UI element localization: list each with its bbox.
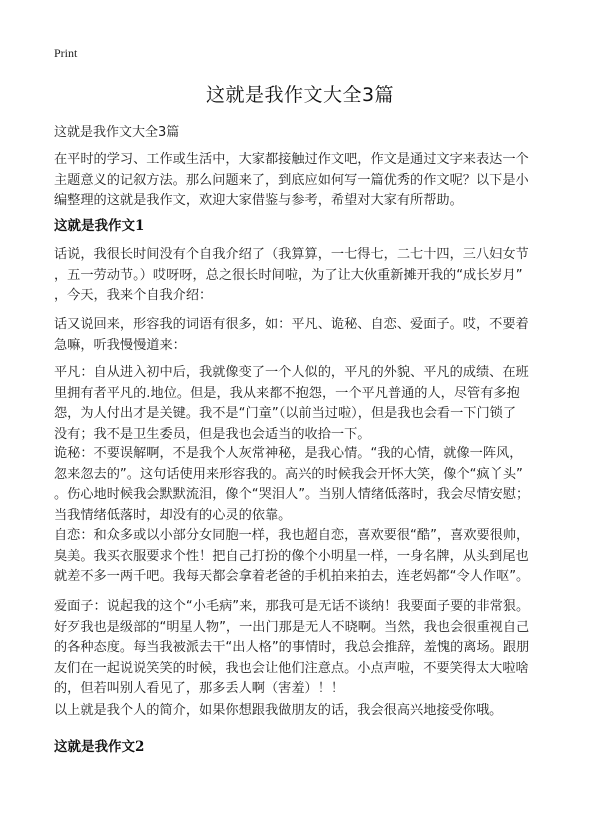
text-line: 话说，我很长时间没有个自我介绍了（我算算，一七得七，二七十四，三八妇女节 <box>54 247 529 262</box>
text-line: 诡秘：不要误解啊，不是我个人灰常神秘，是我心情。“我的心情，就像一阵风， <box>54 446 523 461</box>
text-line: 友们在一起说说笑笑的时候，我也会让他们注意点。小点声啦，不要笑得太大啦啥 <box>54 660 529 676</box>
text-line: 臭美。我买衣服要求个性！把自己打扮的像个小明星一样，一身名牌，从头到尾也 <box>54 548 529 564</box>
paragraph-narcissistic <box>54 526 574 588</box>
text-line: 里拥有者平凡的.地位。但是，我从来都不抱怨，一个平凡普通的人，尽管有多抱 <box>54 385 520 401</box>
paragraph-intro-self <box>54 245 574 307</box>
text-line: 话又说回来，形容我的词语有很多，如：平凡、诡秘、自恋、爱面子。哎，不要着 <box>54 317 529 332</box>
section-heading-1: 这就是我作文1 <box>54 218 145 234</box>
text-line: 编整理的这就是我作文，欢迎大家借鉴与参考，希望对大家有所帮助。 <box>54 193 463 208</box>
text-line: 当我情绪低落时，却没有的心灵的依靠。 <box>54 507 292 523</box>
text-line: 的，但若叫别人看见了，那多丢人啊（害羞）！！ <box>54 681 345 696</box>
paragraph-descriptors <box>54 315 574 356</box>
document-subtitle: 这就是我作文大全3篇 <box>54 125 180 140</box>
text-line: ，五一劳动节。）哎呀呀，总之很长时间啦，为了让大伙重新摊开我的“成长岁月” <box>54 267 523 283</box>
text-line: 忽来忽去的”。这句话使用来形容我的。高兴的时候我会开怀大笑，像个“疯丫头” <box>54 466 523 482</box>
paragraph-face-saving <box>54 597 574 700</box>
text-line: 没有；我不是卫生委员，但是我也会适当的收拾一下。 <box>54 426 371 442</box>
text-line: 的各种态度。每当我被派去干“出人格”的事情时，我总会推辞，羞愧的离场。跟朋 <box>54 640 530 655</box>
text-line: 在平时的学习、工作或生活中，大家都接触过作文吧，作文是通过文字来表达一个 <box>54 152 529 167</box>
text-line: 就差不多一两千吧。我每天都会拿着老爸的手机拍来拍去，连老妈都“令人作呕”。 <box>54 569 530 584</box>
text-line: 好歹我也是级部的“明星人物”，一出门那是无人不晓啊。当然，我也会很重视自己 <box>54 619 530 635</box>
text-line: 平凡：自从进入初中后，我就像变了一个人似的，平凡的外貌、平凡的成绩、在班 <box>54 365 529 380</box>
section-heading-2: 这就是我作文2 <box>54 739 145 755</box>
intro-paragraph <box>54 150 574 212</box>
text-line: 自恋：和众多或以小部分女同胞一样，我也超自恋，喜欢要很“酷”，喜欢要很帅， <box>54 528 530 543</box>
text-line: 怨，为人付出才是关键。我不是“门童”（以前当过啦），但是我也会看一下门锁了 <box>54 406 517 421</box>
print-label[interactable]: Print <box>54 46 78 60</box>
text-line: 主题意义的记叙方法。那么问题来了，到底应如何写一篇优秀的作文呢？以下是小 <box>54 172 529 188</box>
text-line: 爱面子：说起我的这个“小毛病”来，那我可是无话不谈纳！我要面子要的非常狠。 <box>54 599 530 614</box>
text-line: 急嘛，听我慢慢道来： <box>54 337 186 353</box>
document-title: 这就是我作文大全3篇 <box>205 84 395 106</box>
text-line: 。伤心地时候我会默默流泪，像个“哭泪人”。当别人情绪低落时，我会尽情安慰； <box>54 487 530 502</box>
text-line: ，今天，我来个自我介绍： <box>54 288 213 303</box>
text-line: 以上就是我个人的简介，如果你想跟我做朋友的话，我会很高兴地接受你哦。 <box>54 703 503 718</box>
paragraph-conclusion <box>54 701 574 722</box>
paragraph-mysterious <box>54 444 574 526</box>
paragraph-ordinary <box>54 363 574 445</box>
